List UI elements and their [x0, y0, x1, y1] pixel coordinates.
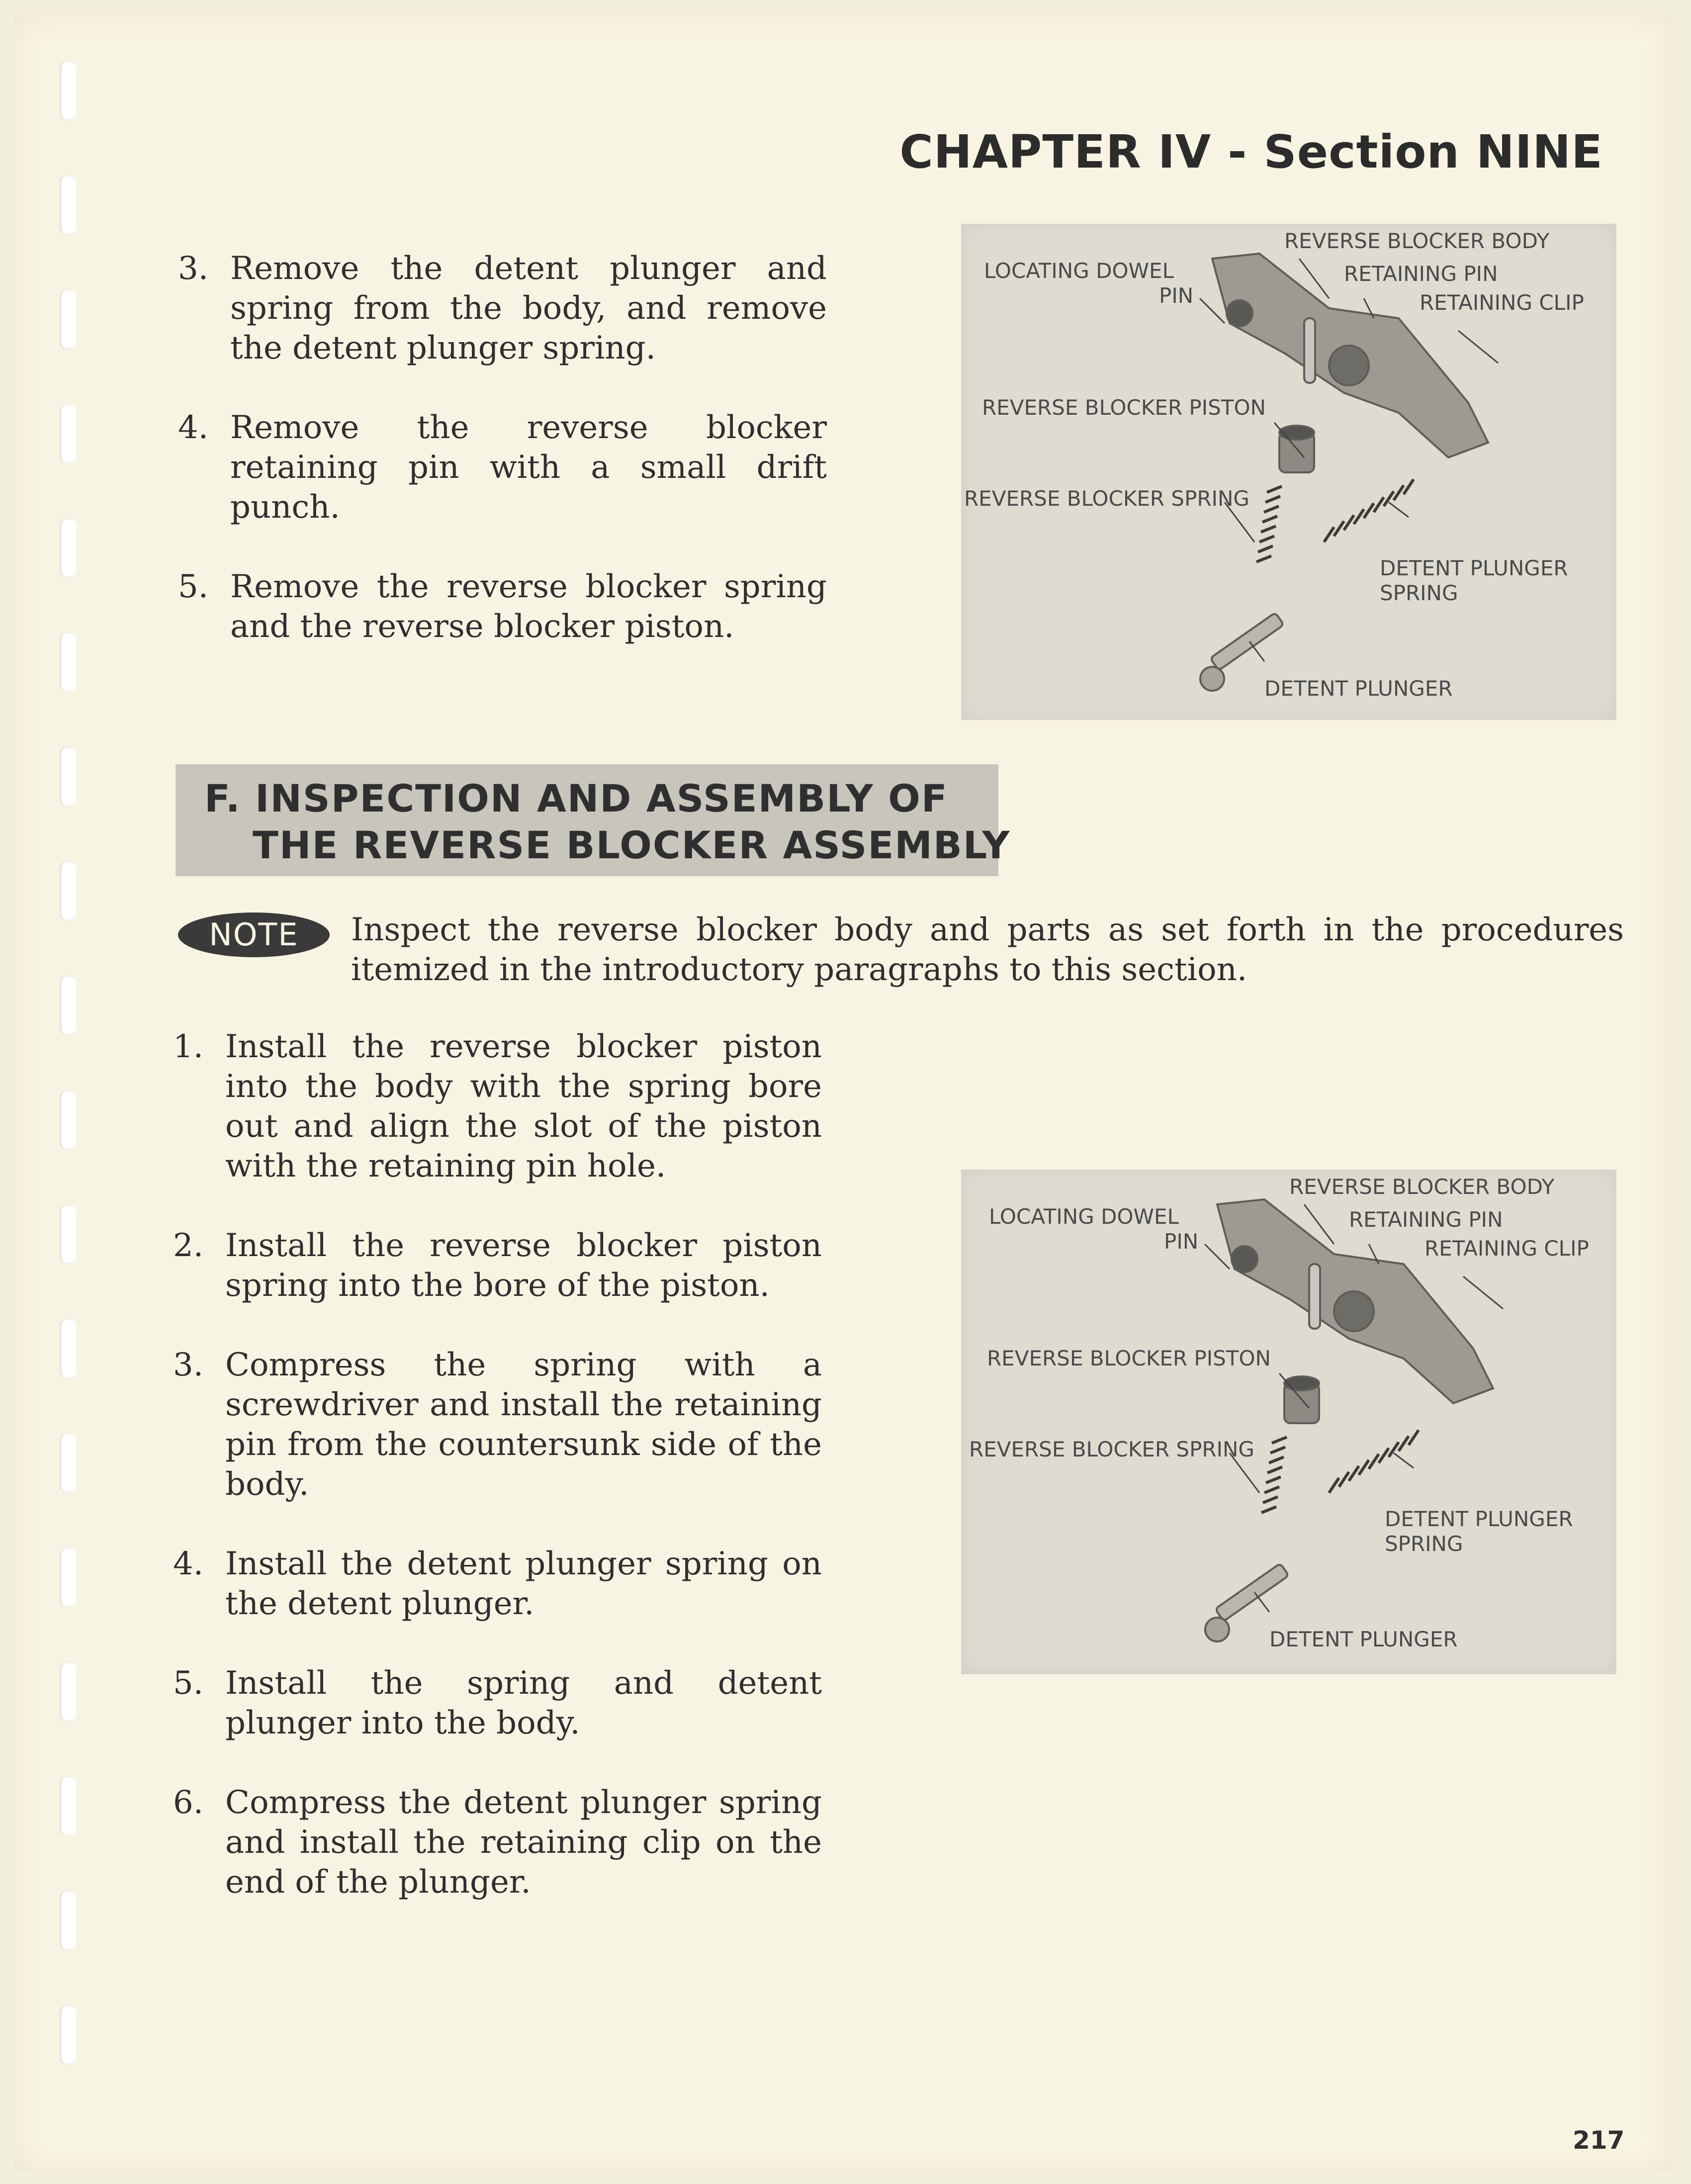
- step-text: Install the reverse blocker piston into the body with the spring bore out and align the slot of the piston with the retaining pin hole.: [225, 1028, 822, 1184]
- label-reverse-blocker-piston: REVERSE BLOCKER PISTON: [982, 395, 1266, 420]
- list-item: [173, 1544, 822, 1624]
- label-detent-plunger: DETENT PLUNGER: [1269, 1627, 1458, 1651]
- binder-hole: [60, 1090, 77, 1150]
- binder-hole: [60, 1204, 77, 1264]
- step-text: Compress the detent plunger spring and install the retaining clip on the end of the plunger.: [225, 1784, 822, 1901]
- step-number: 2.: [173, 1227, 204, 1264]
- list-item: [173, 1027, 822, 1186]
- binder-hole: [60, 518, 77, 578]
- list-item: [178, 249, 827, 368]
- label-reverse-blocker-body: REVERSE BLOCKER BODY: [1284, 229, 1550, 253]
- exploded-view-photo: [961, 224, 1616, 720]
- list-item: [178, 567, 827, 646]
- page-number: 217: [1573, 2126, 1625, 2155]
- disassembly-steps: [178, 249, 827, 686]
- label-pin: PIN: [1164, 1229, 1199, 1254]
- label-detent-plunger-spring: DETENT PLUNGER: [1385, 1507, 1573, 1531]
- step-number: 4.: [173, 1546, 204, 1582]
- binder-hole: [60, 747, 77, 807]
- label-retaining-clip: RETAINING CLIP: [1420, 290, 1584, 315]
- label-reverse-blocker-spring: REVERSE BLOCKER SPRING: [964, 486, 1249, 511]
- label-pin: PIN: [1159, 283, 1194, 308]
- list-item: [173, 1226, 822, 1305]
- label-reverse-blocker-piston: REVERSE BLOCKER PISTON: [987, 1346, 1271, 1370]
- binder-hole: [60, 1891, 77, 1950]
- label-detent-plunger-spring: DETENT PLUNGER: [1380, 556, 1568, 580]
- binder-hole: [60, 1662, 77, 1722]
- step-number: 1.: [173, 1028, 204, 1065]
- binder-hole: [60, 861, 77, 921]
- section-heading-line2: THE REVERSE BLOCKER ASSEMBLY: [253, 823, 1011, 867]
- step-text: Remove the detent plunger and spring from the body, and remove the detent plunger spring.: [230, 250, 827, 366]
- list-item: [173, 1783, 822, 1902]
- binder-hole: [60, 289, 77, 349]
- step-text: Remove the reverse blocker spring and the reverse blocker piston.: [230, 568, 827, 645]
- label-reverse-blocker-body: REVERSE BLOCKER BODY: [1289, 1175, 1555, 1199]
- chapter-header: CHAPTER IV - Section NINE: [899, 125, 1603, 179]
- label-locating-dowel: LOCATING DOWEL: [989, 1204, 1179, 1229]
- binder-hole: [60, 633, 77, 692]
- manual-page: [14, 15, 1673, 2171]
- step-number: 5.: [178, 568, 209, 605]
- label-detent-plunger-spring-line2: SPRING: [1385, 1532, 1463, 1556]
- label-retaining-pin: RETAINING PIN: [1349, 1207, 1503, 1232]
- step-number: 6.: [173, 1784, 204, 1821]
- list-item: [173, 1345, 822, 1504]
- label-detent-plunger: DETENT PLUNGER: [1264, 676, 1453, 701]
- binder-hole: [60, 1433, 77, 1493]
- section-heading: [176, 764, 1011, 876]
- binder-hole: [60, 404, 77, 463]
- binder-hole: [60, 1776, 77, 1836]
- step-number: 4.: [178, 409, 209, 446]
- list-item: [173, 1663, 822, 1743]
- binder-hole: [60, 976, 77, 1035]
- binder-hole: [60, 1547, 77, 1607]
- step-number: 3.: [178, 250, 209, 287]
- label-reverse-blocker-spring: REVERSE BLOCKER SPRING: [969, 1437, 1254, 1461]
- binder-hole: [60, 1319, 77, 1378]
- binder-hole: [60, 2005, 77, 2065]
- label-retaining-clip: RETAINING CLIP: [1424, 1236, 1589, 1261]
- step-number: 5.: [173, 1665, 204, 1702]
- note-badge: NOTE: [178, 912, 330, 957]
- step-text: Compress the spring with a screwdriver and install the retaining pin from the countersunk side of the body.: [225, 1347, 822, 1503]
- step-text: Install the spring and detent plunger into the body.: [225, 1665, 822, 1741]
- assembly-steps: [173, 1027, 822, 1942]
- label-retaining-pin: RETAINING PIN: [1344, 262, 1498, 286]
- binder-hole: [60, 175, 77, 235]
- step-text: Install the detent plunger spring on the detent plunger.: [225, 1546, 822, 1622]
- step-number: 3.: [173, 1347, 204, 1383]
- note-text: Inspect the reverse blocker body and parts as set forth in the procedures itemized in the introductory paragraphs to this section.: [351, 911, 1624, 988]
- step-text: Install the reverse blocker piston spring into the bore of the piston.: [225, 1227, 822, 1304]
- step-text: Remove the reverse blocker retaining pin with a small drift punch.: [230, 409, 827, 526]
- list-item: [178, 408, 827, 527]
- exploded-view-photo: [961, 1170, 1616, 1674]
- label-detent-plunger-spring-line2: SPRING: [1380, 581, 1458, 605]
- binder-hole: [60, 61, 77, 120]
- label-locating-dowel: LOCATING DOWEL: [984, 259, 1174, 283]
- section-heading-line1: F. INSPECTION AND ASSEMBLY OF: [204, 776, 948, 820]
